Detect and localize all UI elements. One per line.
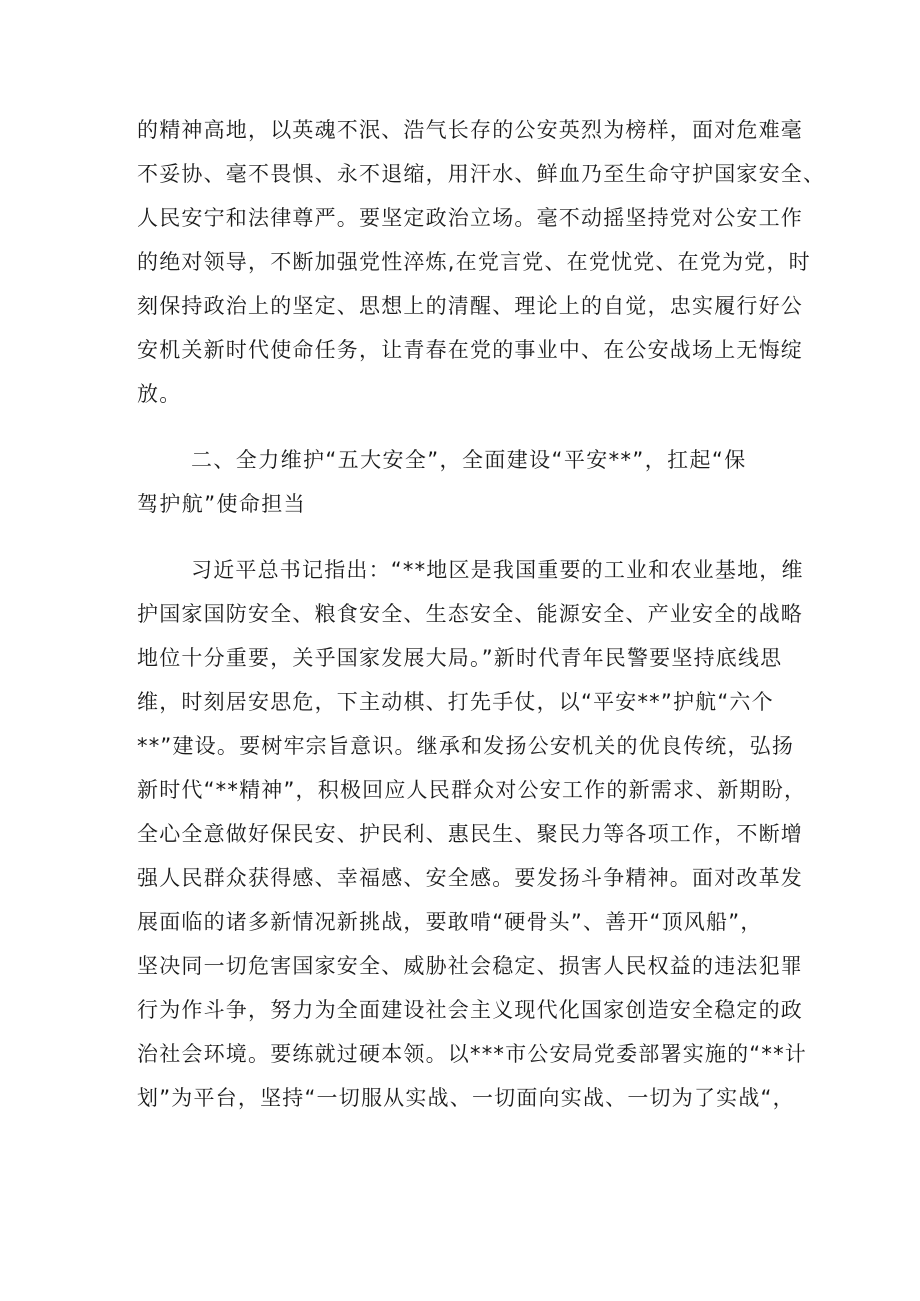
text-line: 地位十分重要，关乎国家发展大局。”新时代青年民警要坚持底线思 xyxy=(137,646,783,670)
text-line: 的绝对领导，不断加强党性淬炼,在党言党、在党忧党、在党为党，时 xyxy=(137,250,811,274)
text-line: 坚决同一切危害国家安全、威胁社会稳定、损害人民权益的违法犯罪 xyxy=(137,954,803,978)
text-line: 人民安宁和法律尊严。要坚定政治立场。毫不动摇坚持党对公安工作 xyxy=(137,206,803,230)
text-line: 维，时刻居安思危，下主动棋、打先手仗，以“平安**”护航“六个 xyxy=(137,690,774,714)
heading-line: 驾护航”使命担当 xyxy=(137,492,307,516)
text-line: 新时代“**精神”，积极回应人民群众对公安工作的新需求、新期盼， xyxy=(137,778,807,802)
text-line: **”建设。要树牢宗旨意识。继承和发扬公安机关的优良传统，弘扬 xyxy=(137,734,795,758)
text-line: 行为作斗争，努力为全面建设社会主义现代化国家创造安全稳定的政 xyxy=(137,998,803,1022)
text-line: 的精神高地，以英魂不泯、浩气长存的公安英烈为榜样，面对危难毫 xyxy=(137,118,803,142)
heading-line: 二、全力维护“五大安全”，全面建设“平安**”，扛起“保 xyxy=(191,448,747,472)
text-line: 强人民群众获得感、幸福感、安全感。要发扬斗争精神。面对改革发 xyxy=(137,866,803,890)
text-line: 展面临的诸多新情况新挑战，要敢啃“硬骨头”、善开“顶风船”， xyxy=(137,910,763,934)
text-line: 不妥协、毫不畏惧、永不退缩，用汗水、鲜血乃至生命守护国家安全、 xyxy=(137,162,826,186)
text-line: 刻保持政治上的坚定、思想上的清醒、理论上的自觉，忠实履行好公 xyxy=(137,294,803,318)
section-heading xyxy=(137,438,797,526)
text-line: 习近平总书记指出：“**地区是我国重要的工业和农业基地，维 xyxy=(191,558,804,582)
text-line: 放。 xyxy=(137,382,182,406)
text-line: 划”为平台，坚持“一切服从实战、一切面向实战、一切为了实战“， xyxy=(137,1086,795,1110)
paragraph xyxy=(137,548,807,1120)
paragraph-continued xyxy=(137,108,826,416)
text-line: 安机关新时代使命任务，让青春在党的事业中、在公安战场上无悔绽 xyxy=(137,338,803,362)
document-body xyxy=(137,108,826,1120)
text-line: 全心全意做好保民安、护民利、惠民生、聚民力等各项工作，不断增 xyxy=(137,822,803,846)
text-line: 治社会环境。要练就过硬本领。以***市公安局党委部署实施的“**计 xyxy=(137,1042,807,1066)
text-line: 护国家国防安全、粮食安全、生态安全、能源安全、产业安全的战略 xyxy=(137,602,803,626)
